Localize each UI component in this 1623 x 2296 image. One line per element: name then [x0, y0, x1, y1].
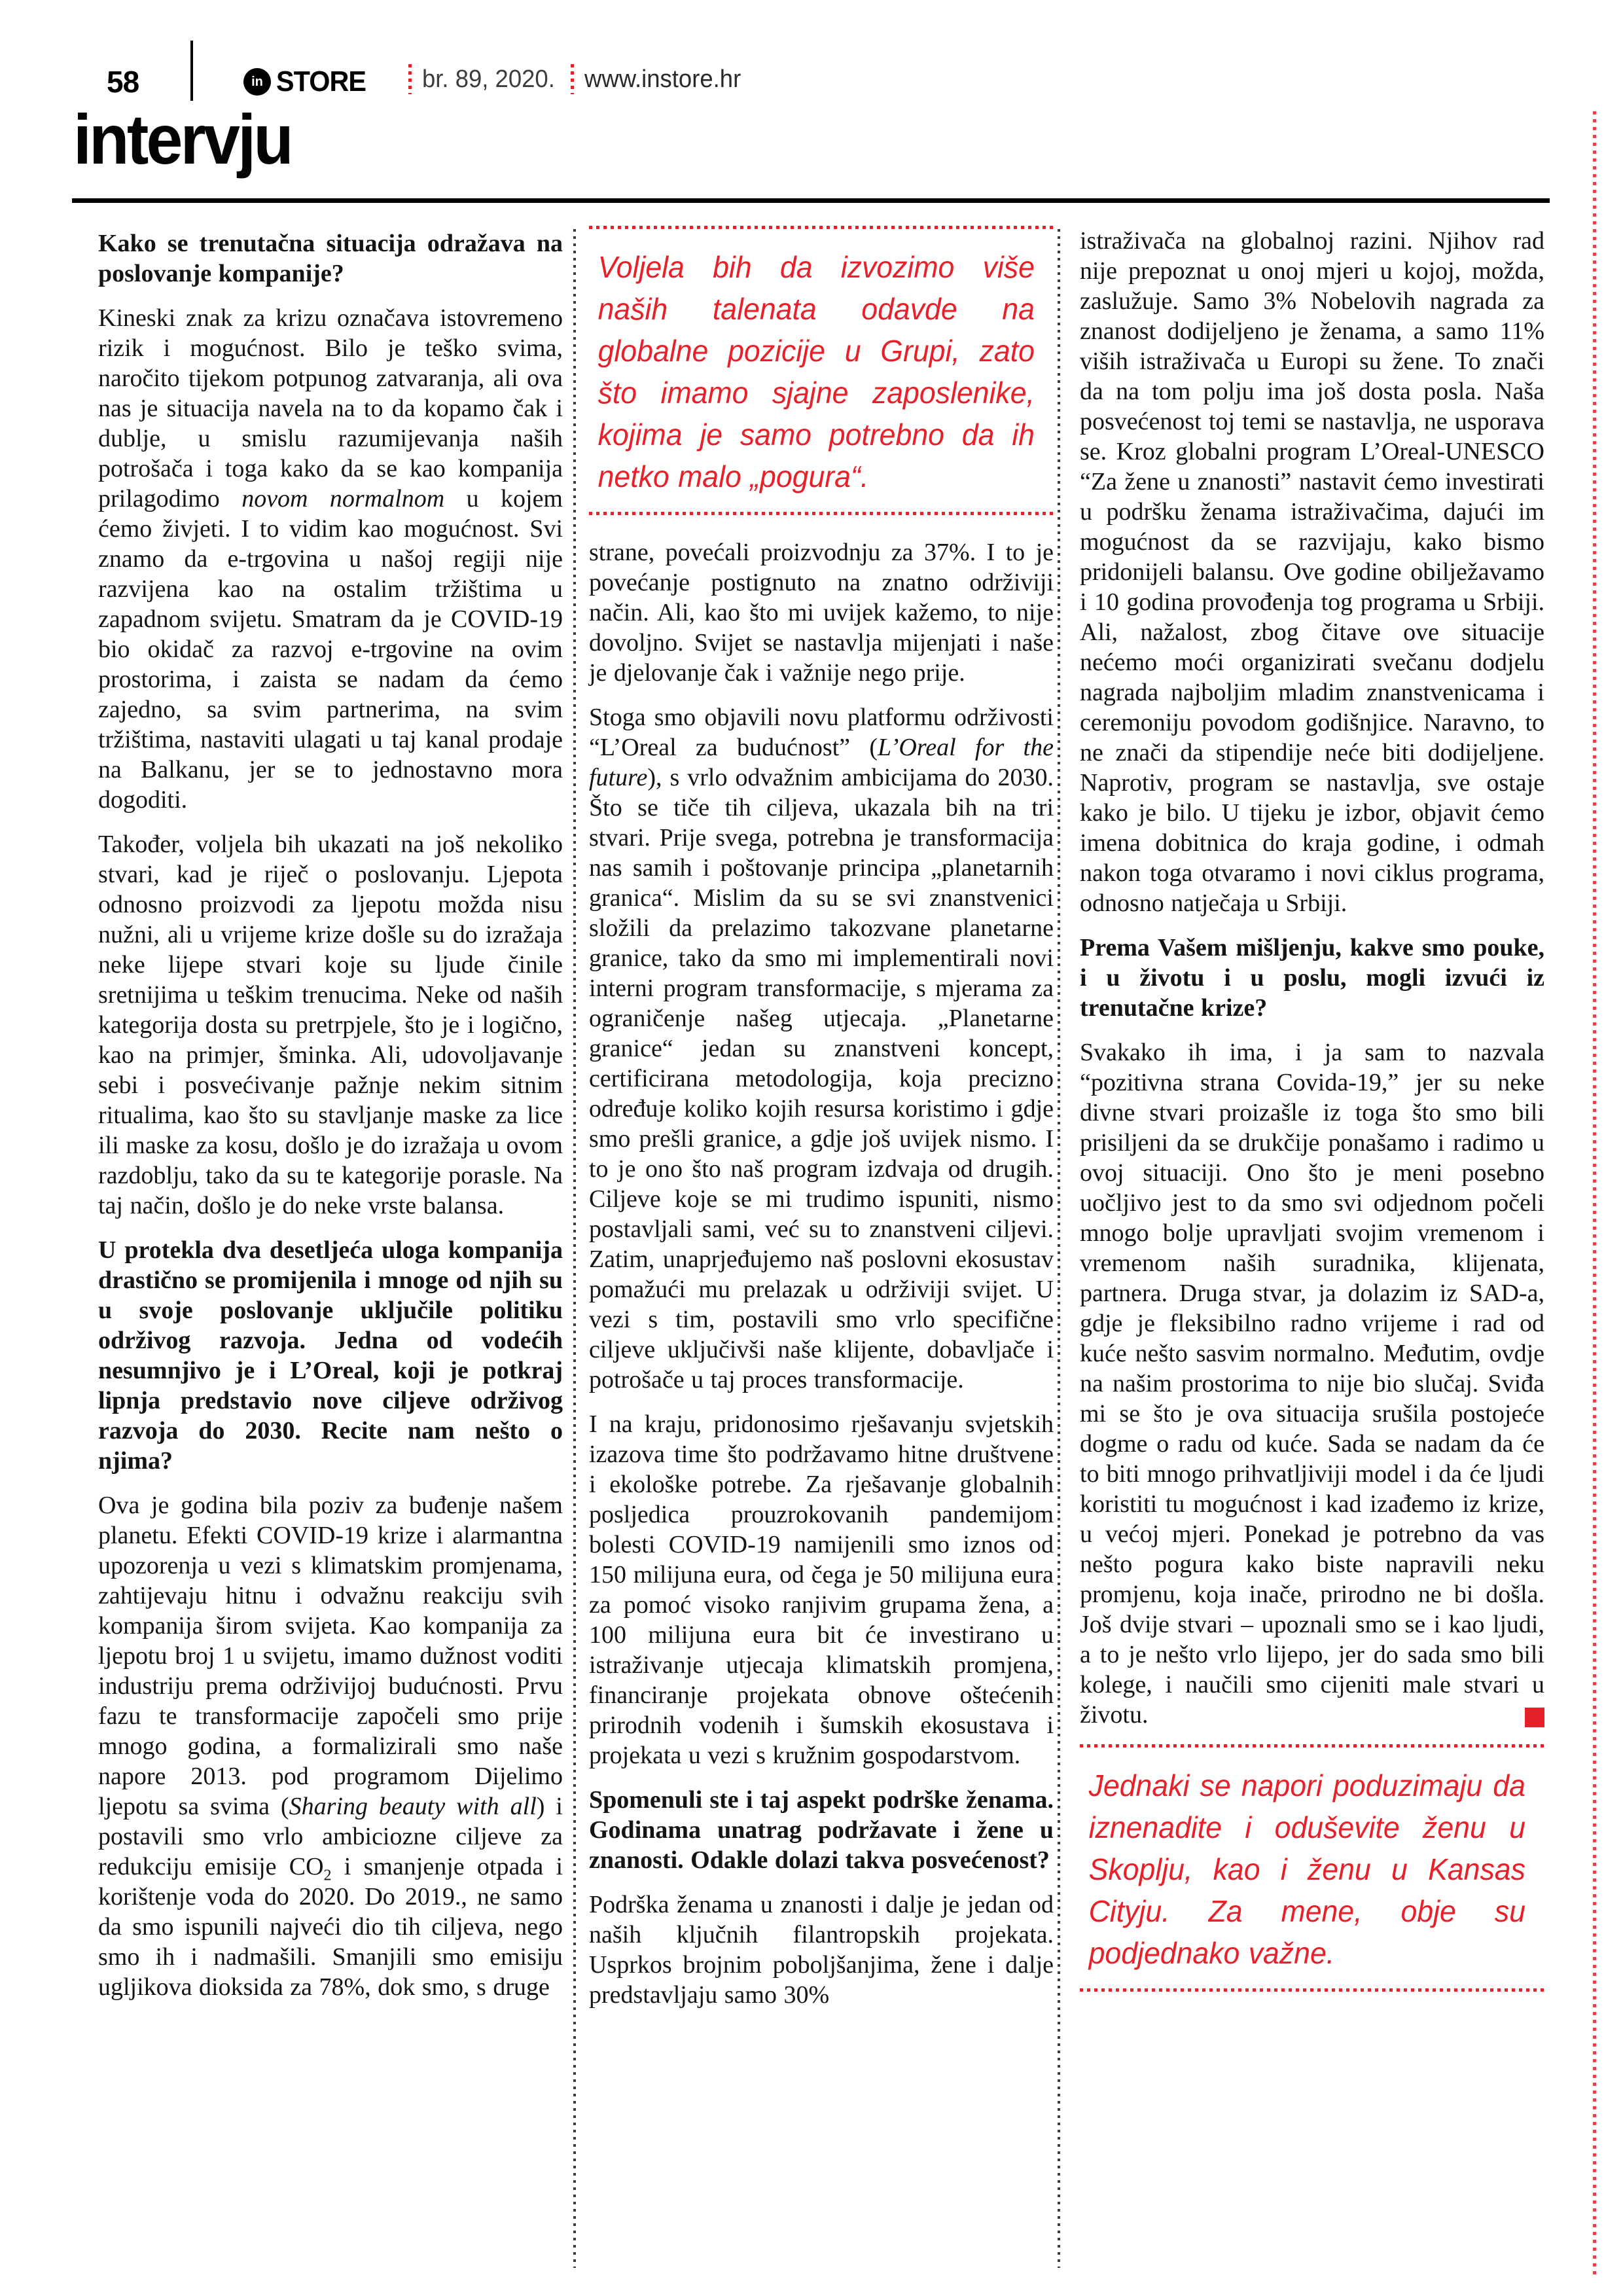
text-run: istraživača na globalnoj razini. Njihov rad nije prepoznat u onoj mjeri u kojoj, možda, zaslužuje. Samo 3% Nobelovih nagrada za znanost dodijeljeno je ženama, a samo 11% viših istraživača u Europi su žene. To znači da na tom polju ima još dosta posla. Naša posvećenost toj temi se nastavlja, ne usporava se. Kroz globalni program L’Oreal-UNESCO “Za žene u znanosti” nastavit ćemo investirati u podršku ženama istraživačima, dajući im mogućnost da se razvijaju, kako bismo pridonijeli balansu. Ove godine obilježavamo i 10 godina provođenja tog programa u Srbiji. Ali, nažalost, zbog čitave ove situacije nećemo moći organizirati svečanu dodjelu nagrada najboljim mladim znanstvenicama i ceremoniju povodom godišnjice. Naravno, to ne znači da stipendije neće biti dodijeljene. Naprotiv, program se nastavlja, sve ostaje kako je bilo. U tijeku je izbor, objavit ćemo imena dobitnica do kraja godine, i odmah nakon toga otvaramo i novi ciklus programa, odnosno natječaja u Srbiji. [1080, 227, 1544, 917]
interview-question [1080, 933, 1544, 1023]
body-paragraph [98, 303, 563, 815]
red-dotted-rule [589, 512, 1054, 515]
text-run: Kako se trenutačna situacija odražava na poslovanje kompanije? [98, 230, 563, 287]
text-run: Prema Vašem mišljenju, kakve smo pouke, i u životu i u poslu, mogli izvući iz trenutačne krize? [1080, 934, 1544, 1022]
page-edge-dotted-line [1593, 111, 1596, 2278]
text-run: Podrška ženama u znanosti i dalje je jedan od naših ključnih filantropskih projekata. Usprkos brojnim poboljšanjima, žene i dalje predstavljaju samo 30% [589, 1891, 1054, 2009]
header-divider-line [190, 41, 193, 101]
text-run: u kojem ćemo živjeti. I to vidim kao mogućnost. Svi znamo da e-trgovina u našoj regiji nije razvijena kao na ostalim tržištima u zapadnom svijetu. Smatram da je COVID-19 bio okidač za razvoj e-trgovine na ovim prostorima, i zaista se nadam da ćemo zajedno, sa svim partnerima, na svim tržištima, nastaviti ulagati u taj kanal prodaje na Balkanu, jer se to jednostavno mora dogoditi. [98, 485, 563, 814]
text-run: Sharing beauty with all [289, 1793, 537, 1820]
header-rule [72, 198, 1550, 203]
end-of-article-marker [1525, 1708, 1544, 1727]
body-paragraph [98, 1490, 563, 2002]
red-dotted-separator [571, 64, 574, 94]
text-run: Kineski znak za krizu označava istovremeno rizik i mogućnost. Bilo je teško svima, naročito tijekom potpunog zatvaranja, ali ova nas je situacija navela na to da kopamo čak i dublje, u smislu razumijevanja naših potrošača i toga kako da se kao kompanija prilagodimo [98, 304, 563, 512]
issue-label: br. 89, 2020. [422, 65, 555, 93]
column-1 [98, 226, 563, 2024]
text-run: Voljela bih da izvozimo više naših talenata odavde na globalne pozicije u Grupi, zato što imamo sjajne zaposlenike, kojima je samo potrebno da ih netko malo „pogura“. [597, 250, 1035, 493]
text-run: Također, voljela bih ukazati na još nekoliko stvari, kad je riječ o poslovanju. Ljepota odnosno proizvodi za ljepotu možda nisu nužni, ali u vrijeme krize došle su do izražaja neke lijepe stvari koje su ljude činile sretnijima u teškim trenucima. Neke od naših kategorija dosta su pretrpjele, što je i logično, kao na primjer, šminka. Ali, udovoljavanje sebi i posvećivanje pažnje nekim sitnim ritualima, kao što su stavljanje maske za lice ili maske za kosu, došlo je do izražaja u ovom razdoblju, tako da su te kategorije porasle. Na taj način, došlo je do neke vrste balansa. [98, 831, 563, 1219]
interview-question [589, 1785, 1054, 1875]
text-run: Spomenuli ste i taj aspekt podrške ženama. Godinama unatrag podržavate i žene u znanosti. Odakle dolazi takva posvećenost? [589, 1786, 1054, 1874]
body-paragraph [589, 702, 1054, 1395]
page-number: 58 [107, 65, 139, 99]
interview-question [98, 1235, 563, 1476]
text-run: Ova je godina bila poziv za buđenje našem planetu. Efekti COVID-19 krize i alarmantna upozorenja u vezi s klimatskim promjenama, zahtijevaju hitnu i odvažnu reakciju svih kompanija širom svijeta. Kao kompanija za ljepotu broj 1 u svijetu, imamo dužnost voditi industriju prema održivijoj budućnosti. Prvu fazu te transformacije započeli smo prije mnogo godina, a formalizirali smo naše napore 2013. pod programom Dijelimo ljepotu sa svima ( [98, 1492, 563, 1820]
text-run: novom normalnom [241, 485, 445, 512]
text-run: U protekla dva desetljeća uloga kompanija drastično se promijenila i mnoge od njih su u svoje poslovanje uključile politiku održivog razvoja. Jedna od vodećih nesumnjivo je i L’Oreal, koji je potkraj lipnja predstavio nove ciljeve održivog razvoja do 2030. Recite nam nešto o njima? [98, 1236, 563, 1475]
text-run: I na kraju, pridonosimo rješavanju svjetskih izazova time što podržavamo hitne društvene i ekološke potrebe. Za rješavanje globalnih posljedica prouzrokovanih pandemijom bolesti COVID-19 namijenili smo iznos od 150 milijuna eura, od čega je 50 milijuna eura za pomoć visoko ranjivim grupama žena, a 100 milijuna eura bit će investirano u istraživanje utjecaja klimatskih promjena, financiranje projekata obnove oštećenih prirodnih vodenih i šumskih ekosustava i projekata u vezi s kružnim gospodarstvom. [589, 1410, 1054, 1769]
instore-logo-text: STORE [276, 65, 366, 98]
body-paragraph [1080, 1037, 1544, 1730]
text-run: strane, povećali proizvodnju za 37%. I to je povećanje postignuto na znatno održiviji način. Ali, kao što mi uvijek kažemo, to nije dovoljno. Svijet se nastavlja mijenjati i naše je djelovanje čak i važnije nego prije. [589, 539, 1054, 687]
pull-quote [589, 226, 1054, 515]
text-run: Svakako ih ima, i ja sam to nazvala “pozitivna strana Covida-19,” jer su neke divne stvari proizašle iz toga što smo bili prisiljeni da se drukčije ponašamo i radimo u ovoj situaciji. Ono što je meni posebno uočljivo jest to da smo svi odjednom počeli mnogo bolje upravljati svojim vremenom i vremenom naših suradnika, klijenata, partnera. Druga stvar, ja dolazim iz SAD-a, gdje je fleksibilno radno vrijeme i rad od kuće nešto sasvim normalno. Međutim, ovdje na našim prostorima to nije bio slučaj. Sviđa mi se što je ova situacija srušila postojeće dogme o radu od kuće. Sada se nadam da će to biti mnogo prihvatljiviji model i da će ljudi koristiti tu mogućnost i kad izađemo iz krize, u većoj mjeri. Ponekad je potrebno da vas nešto pogura kako biste napravili neku promjenu, koja inače, prirodno ne bi došla. Još dvije stvari – upoznali smo se i kao ljudi, a to je nešto vrlo lijepo, jer do sada smo bili kolege, i naučili smo cijeniti male stvari u životu. [1080, 1039, 1544, 1729]
text-run: ), s vrlo odvažnim ambicijama do 2030. Što se tiče tih ciljeva, ukazala bih na tri stvari. Prije svega, potrebna je transformacija nas samih i poštovanje principa „planetarnih granica“. Mislim da su se svi znanstvenici složili da prelazimo takozvane planetarne granice, tako da smo mi implementirali novi interni program transformacije, s mjerama za ograničenje našeg utjecaja. „Planetarne granice“ jedan su znanstveni koncept, certificirana metodologija, koja precizno određuje koliko kojih resursa koristimo i gdje smo prešli granice, a gdje još uvijek nismo. I to je ono što naš program izdvaja od drugih. Ciljeve koje se mi trudimo ispuniti, nismo postavljali sami, već su to znanstveni ciljevi. Zatim, unaprjeđujemo naš poslovni ekosustav pomažući mu prelazak u održiviji svijet. U vezi s tim, postavili smo vrlo specifične ciljeve uključivši naše klijente, dobavljače i potrošače u taj proces transformacije. [589, 764, 1054, 1393]
column-divider [573, 229, 576, 2268]
body-paragraph [98, 829, 563, 1221]
column-3 [1080, 226, 1544, 2024]
website-link[interactable]: www.instore.hr [584, 65, 741, 93]
body-paragraph [589, 1890, 1054, 2010]
red-dotted-rule [1080, 1988, 1544, 1992]
column-2 [589, 226, 1054, 2024]
text-run: Jednaki se napori poduzimaju da iznenadite i oduševite ženu u Skoplju, kao i ženu u Kansas Cityju. Za mene, obje su podjednako važne. [1088, 1768, 1525, 1970]
instore-logo [243, 65, 372, 98]
text-run: i smanjenje otpada i korištenje voda do 2020. Do 2019., ne samo da smo ispunili najveći dio tih ciljeva, nego smo ih i nadmašili. Smanjili smo emisiju ugljikova dioksida za 78%, dok smo, s druge [98, 1853, 563, 2001]
header-meta [398, 64, 748, 94]
interview-question [98, 228, 563, 289]
article-columns [98, 226, 1544, 2024]
text-run: 2 [323, 1867, 332, 1884]
section-title: intervju [73, 99, 292, 179]
text-run: L’Oreal for the future [589, 734, 1054, 791]
body-paragraph [589, 537, 1054, 688]
red-dotted-separator [408, 64, 412, 94]
pull-quote [1080, 1744, 1544, 1992]
column-divider [1058, 229, 1060, 2268]
text-run: ) i postavili smo vrlo ambiciozne ciljeve za redukciju emisije CO [98, 1793, 563, 1880]
text-run: Stoga smo objavili novu platformu održivosti “L’Oreal za budućnost” ( [589, 704, 1054, 761]
body-paragraph [589, 1409, 1054, 1770]
body-paragraph [1080, 226, 1544, 918]
instore-logo-icon: in [243, 68, 271, 96]
